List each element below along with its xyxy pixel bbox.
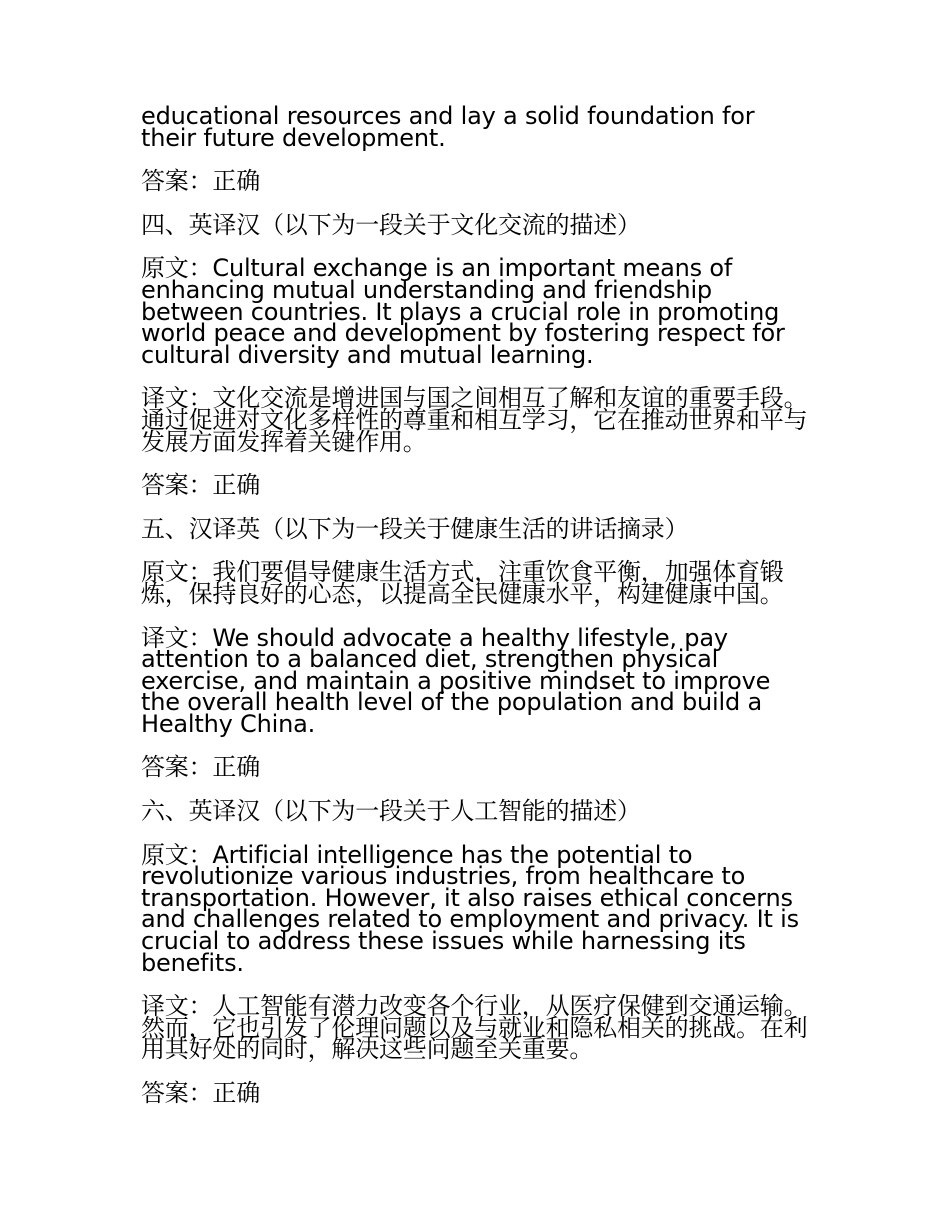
source-text-5: 原文：我们要倡导健康生活方式，注重饮食平衡，加强体育锻炼，保持良好的心态，以提高全民健康水平，构建健康中国。 (141, 558, 784, 608)
translation-text-6: 译文：人工智能有潜力改变各个行业，从医疗保健到交通运输。然而，它也引发了伦理问题以及与就业和隐私相关的挑战。在利用其好处的同时，解决这些问题至关重要。 (141, 992, 808, 1064)
section-heading-6: 六、英译汉（以下为一段关于人工智能的描述） (141, 797, 641, 826)
translation-text-5: 译文：We should advocate a healthy lifestyle, pay attention to a balanced diet, strengthen physical exercise, and maintain a positive mindset to improve the overall health level of the population and build a Healthy China. (141, 623, 771, 738)
section-heading-4: 四、英译汉（以下为一段关于文化交流的描述） (141, 210, 641, 239)
source-text-4: 原文：Cultural exchange is an important means of enhancing mutual understanding and friendship between countries. It plays a crucial role in promoting world peace and development by fostering respect for cultural diversity and mutual learning. (141, 254, 785, 369)
answer-line: 答案：正确 (141, 753, 260, 782)
source-text-6: 原文：Artificial intelligence has the potential to revolutionize various industries, from healthcare to transportation. However, it also raises ethical concerns and challenges related to employment and privacy. It is crucial to address these issues while harnessing its benefits. (141, 840, 799, 977)
translation-text-4: 译文：文化交流是增进国与国之间相互了解和友谊的重要手段。通过促进对文化多样性的尊重和相互学习，它在推动世界和平与发展方面发挥着关键作用。 (141, 384, 808, 456)
answer-line: 答案：正确 (141, 471, 260, 500)
continuation-paragraph: educational resources and lay a solid foundation for their future development. (141, 102, 755, 152)
answer-line: 答案：正确 (141, 167, 260, 196)
section-heading-5: 五、汉译英（以下为一段关于健康生活的讲话摘录） (141, 514, 689, 543)
document-page (141, 102, 813, 1107)
answer-line: 答案：正确 (141, 1079, 260, 1107)
